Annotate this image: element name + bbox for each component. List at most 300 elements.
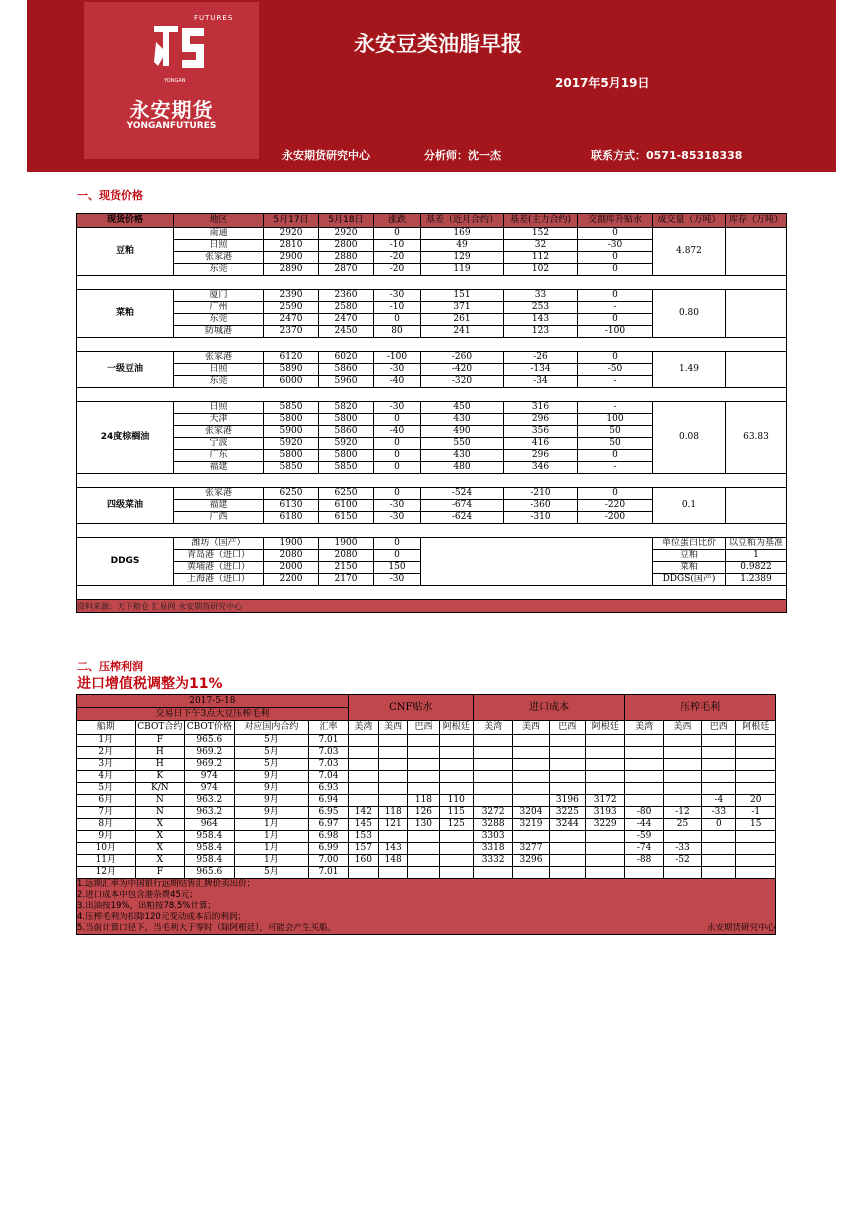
spot-cell: -674	[421, 500, 504, 512]
ddgs-cell: -30	[374, 574, 421, 586]
crush-header-row	[77, 721, 776, 735]
crush-cell: 6月	[77, 795, 136, 807]
spot-cell: 0	[578, 488, 653, 500]
spot-header-cell: 现货价格	[77, 214, 174, 228]
crush-cell	[513, 867, 549, 879]
spot-cell: -10	[374, 240, 421, 252]
crush-cell	[702, 759, 736, 771]
spot-cell: 550	[421, 438, 504, 450]
crush-cell	[586, 771, 625, 783]
volume-cell: 0.80	[653, 290, 726, 338]
crush-cell	[513, 795, 549, 807]
spot-cell: -100	[374, 352, 421, 364]
crush-header-cell: 船期	[77, 721, 136, 735]
spot-cell: -134	[504, 364, 578, 376]
analyst-name: 分析师：沈一杰	[424, 149, 501, 162]
spot-cell: 张家港	[174, 352, 264, 364]
blank-cell	[421, 538, 653, 586]
crush-cell: 1月	[234, 843, 309, 855]
crush-cell	[702, 747, 736, 759]
crush-cell	[663, 759, 701, 771]
crush-cell: -80	[625, 807, 663, 819]
ddgs-cell: 黄埔港（进口）	[174, 562, 264, 574]
crush-cell	[348, 735, 378, 747]
spot-cell: -420	[421, 364, 504, 376]
crush-cell	[586, 747, 625, 759]
spot-header-cell: 交割库升贴水	[578, 214, 653, 228]
spacer-cell	[77, 524, 787, 538]
spot-cell: 480	[421, 462, 504, 474]
spot-cell: -30	[374, 500, 421, 512]
spot-cell: 广西	[174, 512, 264, 524]
ddgs-cell: 0	[374, 550, 421, 562]
crush-cell	[439, 771, 473, 783]
crush-cell	[702, 843, 736, 855]
crush-cell: 20	[736, 795, 776, 807]
spot-cell: -40	[374, 426, 421, 438]
footnote	[77, 923, 776, 935]
spot-cell: 2370	[264, 326, 319, 338]
spot-cell: 6130	[264, 500, 319, 512]
crush-cell	[736, 747, 776, 759]
crush-cell: 9月	[234, 795, 309, 807]
crush-cell	[586, 867, 625, 879]
spot-cell: -34	[504, 376, 578, 388]
spot-cell: -50	[578, 364, 653, 376]
spot-cell: 广州	[174, 302, 264, 314]
section-crush-title: 二、压榨利润	[77, 660, 143, 673]
crush-cell: 3月	[77, 759, 136, 771]
spot-cell: 6250	[264, 488, 319, 500]
report-date: 2017年5月19日	[555, 76, 650, 90]
crush-cell: 2月	[77, 747, 136, 759]
crush-cell: 3303	[473, 831, 512, 843]
crush-cell	[408, 747, 439, 759]
spot-cell: 5800	[264, 414, 319, 426]
spot-cell: 0	[374, 462, 421, 474]
spot-cell: 5860	[319, 364, 374, 376]
ratio-label: 豆粕	[653, 550, 726, 562]
spot-cell: 2890	[264, 264, 319, 276]
spot-cell: 日照	[174, 364, 264, 376]
crush-data-row	[77, 735, 776, 747]
spot-cell: 福建	[174, 462, 264, 474]
spot-cell: 0	[578, 352, 653, 364]
spot-cell: 防城港	[174, 326, 264, 338]
crush-data-row	[77, 855, 776, 867]
spot-cell: 东莞	[174, 264, 264, 276]
crush-cell	[736, 735, 776, 747]
crush-cell: X	[135, 819, 184, 831]
spot-cell: 0	[578, 290, 653, 302]
crush-cell	[513, 783, 549, 795]
crush-cell: -1	[736, 807, 776, 819]
ddgs-cell: 150	[374, 562, 421, 574]
spot-cell: -210	[504, 488, 578, 500]
crush-cell: 969.2	[185, 747, 234, 759]
spot-cell: 0	[578, 314, 653, 326]
crush-cell	[586, 855, 625, 867]
spot-header-row	[77, 214, 787, 228]
crush-cell: -74	[625, 843, 663, 855]
crush-cell	[348, 747, 378, 759]
crush-cell	[473, 783, 512, 795]
crush-cell	[702, 783, 736, 795]
crush-cell: 974	[185, 771, 234, 783]
crush-cell: K	[135, 771, 184, 783]
crush-cell	[663, 783, 701, 795]
crush-cell: -52	[663, 855, 701, 867]
crush-cell	[549, 759, 585, 771]
contact-info: 联系方式：0571-85318338	[591, 149, 743, 162]
spot-cell: -30	[578, 240, 653, 252]
crush-data-row	[77, 819, 776, 831]
spot-header-cell: 成交量（万吨）	[653, 214, 726, 228]
spot-cell: 0	[578, 450, 653, 462]
crush-cell: 9月	[77, 831, 136, 843]
ddgs-cell: 2080	[264, 550, 319, 562]
spot-cell: 5850	[264, 462, 319, 474]
crush-cell: 143	[379, 843, 408, 855]
spot-cell: 450	[421, 402, 504, 414]
crush-cell	[348, 867, 378, 879]
crush-cell: F	[135, 735, 184, 747]
crush-cell: X	[135, 855, 184, 867]
origin-header: 美湾	[473, 721, 512, 735]
spot-cell: 2470	[319, 314, 374, 326]
crush-cell: 157	[348, 843, 378, 855]
spot-cell: -524	[421, 488, 504, 500]
crush-cell: 118	[379, 807, 408, 819]
spot-cell: 253	[504, 302, 578, 314]
crush-cell	[408, 831, 439, 843]
spot-cell: 143	[504, 314, 578, 326]
ratio-header: 以豆粕为基准	[726, 538, 787, 550]
footnote-text: 1.远期汇率为中国银行远期结售汇牌价卖出价；	[77, 879, 256, 889]
crush-group-header: 进口成本	[473, 695, 624, 721]
spacer-row	[77, 524, 787, 538]
spot-cell: 129	[421, 252, 504, 264]
spacer-cell	[77, 586, 787, 600]
crush-cell: 3196	[549, 795, 585, 807]
spacer-row	[77, 474, 787, 488]
spot-cell: 2900	[264, 252, 319, 264]
crush-cell: N	[135, 795, 184, 807]
spot-cell: 张家港	[174, 426, 264, 438]
crush-cell	[625, 867, 663, 879]
crush-cell	[408, 843, 439, 855]
crush-cell: 3288	[473, 819, 512, 831]
crush-cell: 3272	[473, 807, 512, 819]
crush-cell: 5月	[77, 783, 136, 795]
crush-cell	[736, 843, 776, 855]
crush-group-header: 压榨毛利	[625, 695, 776, 721]
crush-cell	[586, 783, 625, 795]
spot-cell: 2590	[264, 302, 319, 314]
origin-header: 阿根廷	[736, 721, 776, 735]
spot-cell: 5890	[264, 364, 319, 376]
spot-cell: 2810	[264, 240, 319, 252]
crush-cell	[408, 855, 439, 867]
spot-cell: 5860	[319, 426, 374, 438]
product-name: 四级菜油	[77, 488, 174, 524]
spot-cell: 5850	[264, 402, 319, 414]
spot-cell: -	[578, 402, 653, 414]
crush-data-row	[77, 843, 776, 855]
crush-cell: 965.6	[185, 735, 234, 747]
crush-cell	[702, 831, 736, 843]
spot-cell: 490	[421, 426, 504, 438]
crush-cell: 7.03	[309, 759, 348, 771]
crush-cell	[473, 795, 512, 807]
spot-cell: 152	[504, 228, 578, 240]
crush-cell	[736, 867, 776, 879]
crush-cell	[549, 855, 585, 867]
spot-cell: 张家港	[174, 488, 264, 500]
ddgs-cell: 1900	[264, 538, 319, 550]
crush-cell	[473, 759, 512, 771]
spot-cell: 119	[421, 264, 504, 276]
crush-cell	[736, 771, 776, 783]
footnote-row	[77, 912, 776, 923]
spot-cell: -200	[578, 512, 653, 524]
logo-mark-icon	[152, 22, 208, 74]
crush-cell: N	[135, 807, 184, 819]
crush-cell	[625, 795, 663, 807]
footnote	[77, 901, 776, 912]
spot-data-row	[77, 228, 787, 240]
crush-cell: 5月	[234, 759, 309, 771]
spot-cell: 123	[504, 326, 578, 338]
crush-data-row	[77, 759, 776, 771]
section-spot-title: 一、现货价格	[77, 189, 143, 202]
spot-cell: 南通	[174, 228, 264, 240]
spot-cell: 5900	[264, 426, 319, 438]
crush-cell: 958.4	[185, 855, 234, 867]
crush-cell	[379, 867, 408, 879]
spot-cell: 316	[504, 402, 578, 414]
spot-cell: -260	[421, 352, 504, 364]
crush-cell: 3296	[513, 855, 549, 867]
crush-cell	[439, 759, 473, 771]
crush-cell: 6.94	[309, 795, 348, 807]
crush-cell	[473, 771, 512, 783]
footnote	[77, 879, 776, 891]
stock-cell	[726, 290, 787, 338]
spot-cell: 33	[504, 290, 578, 302]
spot-cell: 5850	[319, 462, 374, 474]
stock-cell: 63.83	[726, 402, 787, 474]
crush-margin-table	[76, 694, 776, 935]
crush-cell	[549, 783, 585, 795]
crush-cell	[625, 771, 663, 783]
crush-data-row	[77, 771, 776, 783]
crush-cell: 153	[348, 831, 378, 843]
footnote-text: 4.压榨毛利为扣除120元变动成本后的利润；	[77, 912, 246, 922]
ratio-value: 0.9822	[726, 562, 787, 574]
crush-cell: 7.00	[309, 855, 348, 867]
crush-cell: 1月	[77, 735, 136, 747]
crush-cell: 7.04	[309, 771, 348, 783]
crush-cell: 10月	[77, 843, 136, 855]
crush-cell	[625, 735, 663, 747]
spot-cell: 2880	[319, 252, 374, 264]
spacer-cell	[77, 474, 787, 488]
stock-cell	[726, 228, 787, 276]
crush-cell: 3193	[586, 807, 625, 819]
spot-header-cell: 5月17日	[264, 214, 319, 228]
crush-cell	[379, 831, 408, 843]
crush-cell: -4	[702, 795, 736, 807]
crush-cell	[408, 735, 439, 747]
crush-cell: 1月	[234, 819, 309, 831]
crush-cell: -88	[625, 855, 663, 867]
ddgs-cell: 上海港（进口）	[174, 574, 264, 586]
crush-cell	[625, 759, 663, 771]
crush-cell	[348, 771, 378, 783]
crush-cell	[513, 735, 549, 747]
spot-cell: 6250	[319, 488, 374, 500]
spot-cell: 241	[421, 326, 504, 338]
crush-data-row	[77, 807, 776, 819]
crush-cell: X	[135, 843, 184, 855]
origin-header: 阿根廷	[586, 721, 625, 735]
crush-cell: 7.01	[309, 867, 348, 879]
spot-cell: -10	[374, 302, 421, 314]
spot-cell: 0	[374, 438, 421, 450]
crush-cell: 118	[408, 795, 439, 807]
ddgs-cell: 2200	[264, 574, 319, 586]
crush-cell: 7.03	[309, 747, 348, 759]
crush-data-row	[77, 747, 776, 759]
crush-cell: 963.2	[185, 795, 234, 807]
spot-cell: -30	[374, 402, 421, 414]
crush-cell	[439, 735, 473, 747]
spot-cell: 0	[374, 314, 421, 326]
spot-cell: -320	[421, 376, 504, 388]
crush-cell: 11月	[77, 855, 136, 867]
crush-cell	[439, 867, 473, 879]
spot-cell: 2390	[264, 290, 319, 302]
spot-cell: 2360	[319, 290, 374, 302]
crush-cell	[663, 771, 701, 783]
crush-cell: -33	[663, 843, 701, 855]
spot-cell: -30	[374, 512, 421, 524]
crush-cell	[663, 831, 701, 843]
crush-cell	[439, 843, 473, 855]
crush-cell	[439, 831, 473, 843]
crush-cell: 964	[185, 819, 234, 831]
spot-header-cell: 库存（万吨）	[726, 214, 787, 228]
spot-cell: 6180	[264, 512, 319, 524]
crush-cell: 148	[379, 855, 408, 867]
crush-header-cell: CBOT价格	[185, 721, 234, 735]
crush-cell: 3225	[549, 807, 585, 819]
logo-cn-text: 永安期货	[129, 98, 214, 122]
crush-cell: -33	[702, 807, 736, 819]
crush-cell: 3172	[586, 795, 625, 807]
ratio-header: 单位蛋白比价	[653, 538, 726, 550]
crush-data-row	[77, 783, 776, 795]
stock-cell	[726, 488, 787, 524]
crush-cell: 125	[439, 819, 473, 831]
logo-futures-text: FUTURES	[194, 14, 234, 22]
spot-cell: 2920	[319, 228, 374, 240]
crush-cell: X	[135, 831, 184, 843]
footnote	[77, 912, 776, 923]
spot-cell: 2580	[319, 302, 374, 314]
spot-cell: 广东	[174, 450, 264, 462]
spot-cell: 0	[578, 252, 653, 264]
spot-cell: 6120	[264, 352, 319, 364]
crush-cell	[439, 747, 473, 759]
spot-cell: -40	[374, 376, 421, 388]
crush-cell	[473, 747, 512, 759]
crush-cell	[408, 783, 439, 795]
crush-cell	[663, 867, 701, 879]
spot-cell: -30	[374, 364, 421, 376]
spot-cell: 天津	[174, 414, 264, 426]
spot-cell: -	[578, 376, 653, 388]
spot-cell: 5920	[264, 438, 319, 450]
origin-header: 美西	[379, 721, 408, 735]
spot-cell: 2870	[319, 264, 374, 276]
crush-cell: 3277	[513, 843, 549, 855]
product-name: 24度棕榈油	[77, 402, 174, 474]
crush-cell	[586, 759, 625, 771]
crush-cell: 115	[439, 807, 473, 819]
crush-header-cell: 对应国内合约	[234, 721, 309, 735]
crush-cell	[439, 783, 473, 795]
company-logo	[84, 2, 259, 159]
crush-cell	[513, 759, 549, 771]
logo-en-text: YONGANFUTURES	[126, 121, 217, 131]
spot-cell: 100	[578, 414, 653, 426]
crush-cell: 6.97	[309, 819, 348, 831]
spot-cell: 151	[421, 290, 504, 302]
origin-header: 阿根廷	[439, 721, 473, 735]
spot-cell: 6100	[319, 500, 374, 512]
spacer-cell	[77, 276, 787, 290]
product-name: 豆粕	[77, 228, 174, 276]
spot-cell: 5800	[319, 414, 374, 426]
crush-cell: 5月	[234, 867, 309, 879]
report-title: 永安豆类油脂早报	[354, 32, 522, 56]
stock-cell	[726, 352, 787, 388]
crush-cell	[549, 867, 585, 879]
crush-cell: 25	[663, 819, 701, 831]
crush-cell	[513, 747, 549, 759]
spot-cell: -20	[374, 252, 421, 264]
crush-cell: 3219	[513, 819, 549, 831]
spot-cell: 0	[374, 414, 421, 426]
crush-data-row	[77, 795, 776, 807]
spot-header-cell: 基差(主力合约)	[504, 214, 578, 228]
spot-cell: -20	[374, 264, 421, 276]
crush-cell: 1月	[234, 831, 309, 843]
crush-group-header: CNF贴水	[348, 695, 473, 721]
crush-cell: 15	[736, 819, 776, 831]
crush-cell	[379, 759, 408, 771]
crush-cell	[513, 771, 549, 783]
spacer-cell	[77, 388, 787, 402]
spot-cell: 296	[504, 414, 578, 426]
crush-cell	[408, 867, 439, 879]
crush-cell	[348, 783, 378, 795]
crush-cell: 130	[408, 819, 439, 831]
spot-cell: 49	[421, 240, 504, 252]
crush-cell: -44	[625, 819, 663, 831]
